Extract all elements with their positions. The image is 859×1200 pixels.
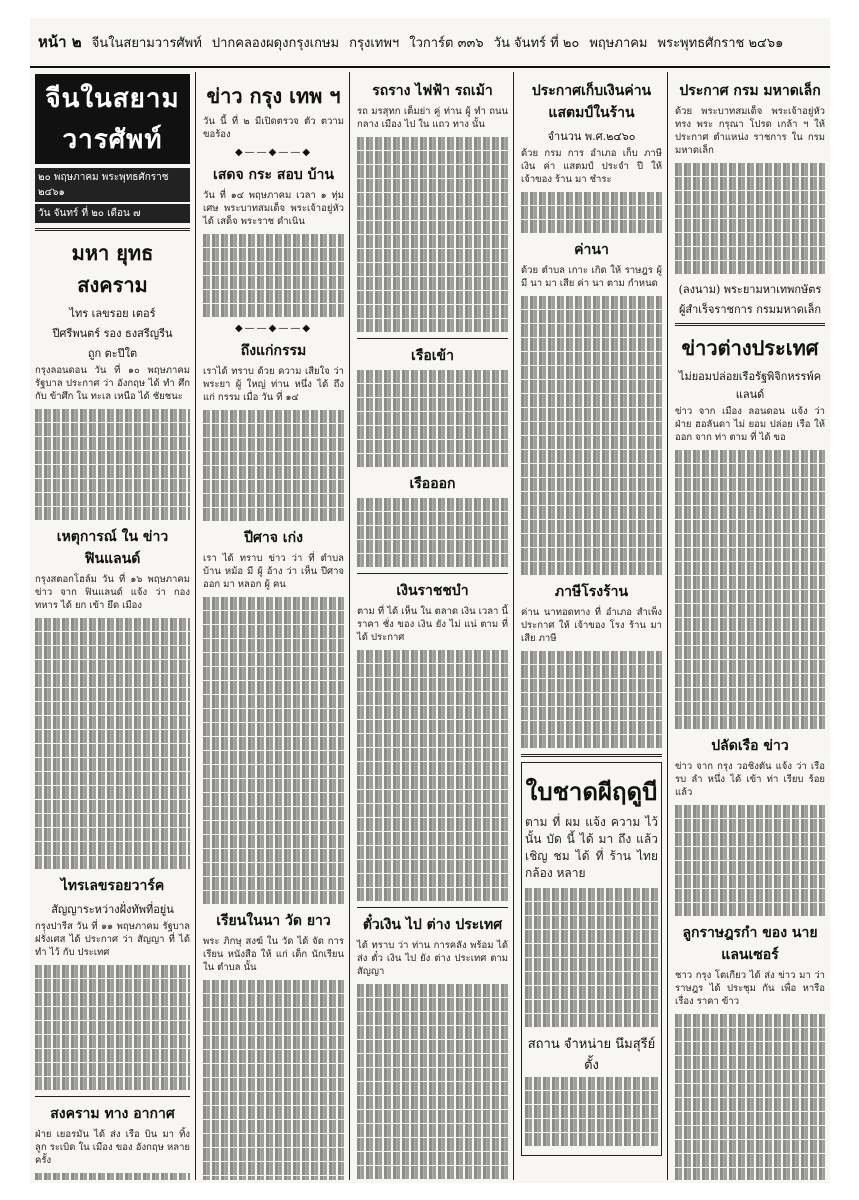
headline-foreign-news-sub: ไม่ยอมปล่อยเรือรัฐพิจิกหรรพ์คแลนด์ (678, 370, 822, 401)
column-3 (352, 72, 514, 1180)
headline-tram: รถราง ไฟฟ้า รถเม้า (372, 83, 493, 99)
headline-foreign-news: ข่าวต่างประเทศ (681, 336, 819, 360)
article-text: พระ ภิกษุ สงฆ์ ใน วัด ได้ จัด การ เรียน หนังสือ ให้ แก่ เด็ก นักเรียน ใน ตำบล นั้น (203, 936, 344, 973)
text-block (203, 234, 344, 317)
text-block (521, 192, 662, 233)
column-4 (516, 72, 668, 1180)
article-text: ข่าว จาก เมือง ลอนดอน แจ้ง ว่า ฝ่าย ฮอลันดา ไม่ ยอม ปล่อย เรือ ให้ ออก จาก ท่า ตาม ที่ ได้ ขอ (675, 406, 825, 443)
article-text: ข่าว จาก กรุง วอชิงตัน แจ้ง ว่า เรือ รบ ลำ หนึ่ง ได้ เข้า ท่า เรียบ ร้อย แล้ว (675, 761, 825, 798)
date-line: ๒๐ พฤษภาคม พระพุทธศักราช ๒๔๖๑ (35, 168, 190, 202)
divider (35, 1096, 190, 1097)
headline-ships-out: เรือออก (409, 476, 456, 492)
headline-rice: ลูกราษฎรกำ ของ นาย แลนเซอร์ (682, 925, 818, 963)
headline-bills: ตั๋วเงิน ไป ต่าง ประเทศ (362, 917, 503, 933)
headline-ships-in: เรือเข้า (411, 348, 454, 364)
divider (357, 573, 508, 574)
text-block (357, 650, 508, 901)
text-block (357, 137, 508, 332)
text-block (521, 651, 662, 748)
text-block (203, 597, 344, 904)
headline-money: เงินราชชบำ (396, 583, 469, 599)
text-block (357, 984, 508, 1180)
article-text: ด้วย พระบาทสมเด็จ พระเจ้าอยู่หัว ทรง พระ กรุณา โปรด เกล้า ฯ ให้ ประกาศ ตำแหน่ง ราชการ ใน กรม มหาดเล็ก (675, 106, 825, 156)
headline-war-sub2: ปีศรีพนตร์ รอง ธงสรีญรีน (52, 327, 173, 340)
headline-royal-page-dept: ประกาศ กรม มหาดเล็ก (679, 83, 821, 99)
text-block (203, 410, 344, 521)
print-day: ใวการ์ต ๓๓๖ (409, 35, 484, 51)
advertisement-box (521, 762, 662, 1156)
signature-title: ผู้สำเร็จราชการ กรมมหาดเล็ก (678, 303, 822, 316)
era: พระพุทธศักราช ๒๔๖๑ (657, 35, 784, 51)
text-block (525, 888, 658, 1027)
ornament-divider: ◆——◆——◆ (234, 323, 313, 334)
text-block (35, 965, 190, 1090)
column-2 (198, 72, 350, 1180)
divider (521, 754, 662, 757)
headline-stamp-tax-sub: จำนวน พ.ศ.๒๔๖๐ (547, 130, 636, 143)
headline-ghost: ปีศาจ เก่ง (244, 530, 303, 546)
headline-field-tax: ค่านา (574, 242, 609, 258)
article-text: ด้วย ตำบล เกาะ เกิด ให้ ราษฎร ผู้ มี นา มา เสีย ค่า นา ตาม กำหนด (521, 265, 662, 289)
article-text: ได้ ทราบ ว่า ท่าน การคลัง พร้อม ได้ ส่ง ตั๋ว เงิน ไป ยัง ต่าง ประเทศ ตาม สัญญา (357, 940, 508, 977)
columns (30, 72, 830, 1180)
article-text: รถ มรสุทก เต็มย่า คู่ ท่าน ผู้ ทำ ถนน กลาง เมือง ไป ใน แถว ทาง นั้น (357, 106, 508, 130)
article-text: วัน ที่ ๑๔ พฤษภาคม เวลา ๑ ทุ่ม เศษ พระบาทสมเด็จ พระเจ้าอยู่หัว ได้ เสด็จ พระราช ดำเนิน (203, 190, 344, 227)
text-block (35, 618, 190, 869)
sub-date-line: วัน จันทร์ ที่ ๒๐ เดือน ๗ (35, 204, 190, 223)
paper-name: จีนในสยามวารศัพท์ (91, 35, 202, 51)
headline-royal-visit: เสดจ กระ สอบ บ้าน (213, 167, 334, 183)
text-block (521, 296, 662, 575)
headline-temple-school: เรียนในนา วัด ยาว (216, 913, 331, 929)
newspaper-page (30, 18, 830, 1183)
headline-war: มหา ยุทธ สงคราม (71, 241, 154, 297)
ships-in-table (357, 370, 508, 467)
article-text: กรุงลอนดอน วัน ที่ ๑๐ พฤษภาคม รัฐบาล ประกาศ ว่า อังกฤษ ได้ ทำ ศึก กับ ข้าศึก ใน ทะเล เหนือ ได้ ชัยชนะ (35, 365, 190, 402)
nameplate: จีนในสยามวารศัพท์ (35, 74, 190, 164)
article-text: ค่าน นาทอดทาง ที่ อำเภอ สำเพ็ง ประกาศ ให้ เจ้าของ โรง ร้าน มา เสีย ภาษี (521, 607, 662, 644)
headline-stamp-tax: ประกาศเก็บเงินค่าน แสตมป์ในร้าน (531, 83, 652, 121)
text-block (203, 980, 344, 1180)
text-block (675, 805, 825, 916)
divider (357, 338, 508, 339)
ad-signature: สถาน จำหน่าย นึมสุรีย์ ตั้ง (527, 1037, 656, 1073)
ornament-divider: ◆——◆——◆ (234, 147, 313, 158)
article-text: เรา ได้ ทราบ ข่าว ว่า ที่ ตำบล บ้าน หม้อ มี ผู้ อ้าง ว่า เห็น ปีศาจ ออก มา หลอก ผู้ คน (203, 553, 344, 590)
article-text: ตาม ที่ ได้ เห็น ใน ตลาด เงิน เวลา นี้ ราคา ชั่ง ของ เงิน ยัง ไม่ แน่ ตาม ที่ ได้ ประกาศ (357, 606, 508, 643)
article-text: ชาว กรุง โตเกียว ได้ ส่ง ข่าว มา ว่า ราษฎร ได้ ประชุม กัน เพื่อ หารือ เรื่อง ราคา ข้าว (675, 970, 825, 1007)
text-block (675, 450, 825, 729)
divider (35, 228, 190, 231)
month: พฤษภาคม (589, 35, 648, 51)
divider (357, 907, 508, 908)
headline-ad: ใบชาดผีฤดูบี (525, 777, 658, 806)
article-text: กรุงปารีส วัน ที่ ๑๑ พฤษภาคม รัฐบาล ฝรั่งเศส ได้ ประกาศ ว่า สัญญา ที่ ได้ ทำ ไว้ กับ ประเทศ (35, 921, 190, 958)
divider (675, 323, 825, 326)
headline-navy-news: ปลัดเรือ ข่าว (711, 738, 789, 754)
headline-bangkok-news: ข่าว กรุง เทพ ฯ (206, 84, 341, 108)
headline-obituary: ถึงแก่กรรม (240, 343, 307, 359)
article-text: เราได้ ทราบ ด้วย ความ เสียใจ ว่า พระยา ผู้ ใหญ่ ท่าน หนึ่ง ได้ ถึง แก่ กรรม เมื่อ วัน ที่ ๑๔ (203, 366, 344, 403)
page-number: หน้า ๒ (38, 33, 82, 51)
signature: (ลงนาม) พระยามหาเทพกษัตร (678, 283, 822, 296)
ships-out-table (357, 498, 508, 567)
column-1 (30, 72, 196, 1180)
publisher: ปากคลองผดุงกรุงเกษม (211, 35, 340, 51)
headline-telegram-sub: สัญญาระหว่างฝั่งทัพที่อยู่น (51, 903, 174, 916)
headline-shop-tax: ภาษีโรงร้าน (554, 584, 629, 600)
article-text: ด้วย กรม การ อำเภอ เก็บ ภาษี เงิน ค่า แสตมป์ ประจำ ปี ให้ เจ้าของ ร้าน มา ชำระ (521, 148, 662, 185)
article-text: กรุงสตอกโฮล์ม วัน ที่ ๑๖ พฤษภาคม ข่าว จาก ฟินแลนด์ แจ้ง ว่า กอง ทหาร ได้ ยก เข้า ยึด เมือง (35, 574, 190, 611)
ad-text: ตาม ที่ ผม แจ้ง ความ ไว้ นั้น บัด นี้ ได้ มา ถึง แล้ว เชิญ ชม ได้ ที่ ร้าน ไทย กล้อง หลาย (525, 815, 658, 880)
intro-text: วัน นี้ ที่ ๒ มีเปิดตรวจ ตัว ตวาม ขอร้อง (203, 116, 344, 140)
column-5 (670, 72, 830, 1180)
headline-telegram: ไทรเลขรอยวาร์ค (60, 878, 165, 894)
headline-finland: เหตุการณ์ ใน ข่าว ฟินแลนด์ (56, 529, 169, 567)
headline-air-war: สงคราม ทาง อากาศ (50, 1106, 175, 1122)
masthead (30, 18, 830, 68)
text-block (525, 1077, 658, 1146)
text-block (35, 409, 190, 520)
article-text: ฝ่าย เยอรมัน ได้ ส่ง เรือ บิน มา ทิ้ง ลูก ระเบิด ใน เมือง ของ อังกฤษ หลาย ครั้ง (35, 1129, 190, 1166)
text-block (35, 1173, 190, 1180)
city: กรุงเทพฯ (349, 35, 400, 51)
text-block (675, 163, 825, 274)
headline-war-sub3: ถูก ตะปีใต (87, 347, 138, 360)
text-block (675, 1014, 825, 1180)
day: วัน จันทร์ ที่ ๒๐ (493, 35, 580, 51)
headline-war-sub: ไทร เลขรอย เตอร์ (69, 307, 156, 320)
